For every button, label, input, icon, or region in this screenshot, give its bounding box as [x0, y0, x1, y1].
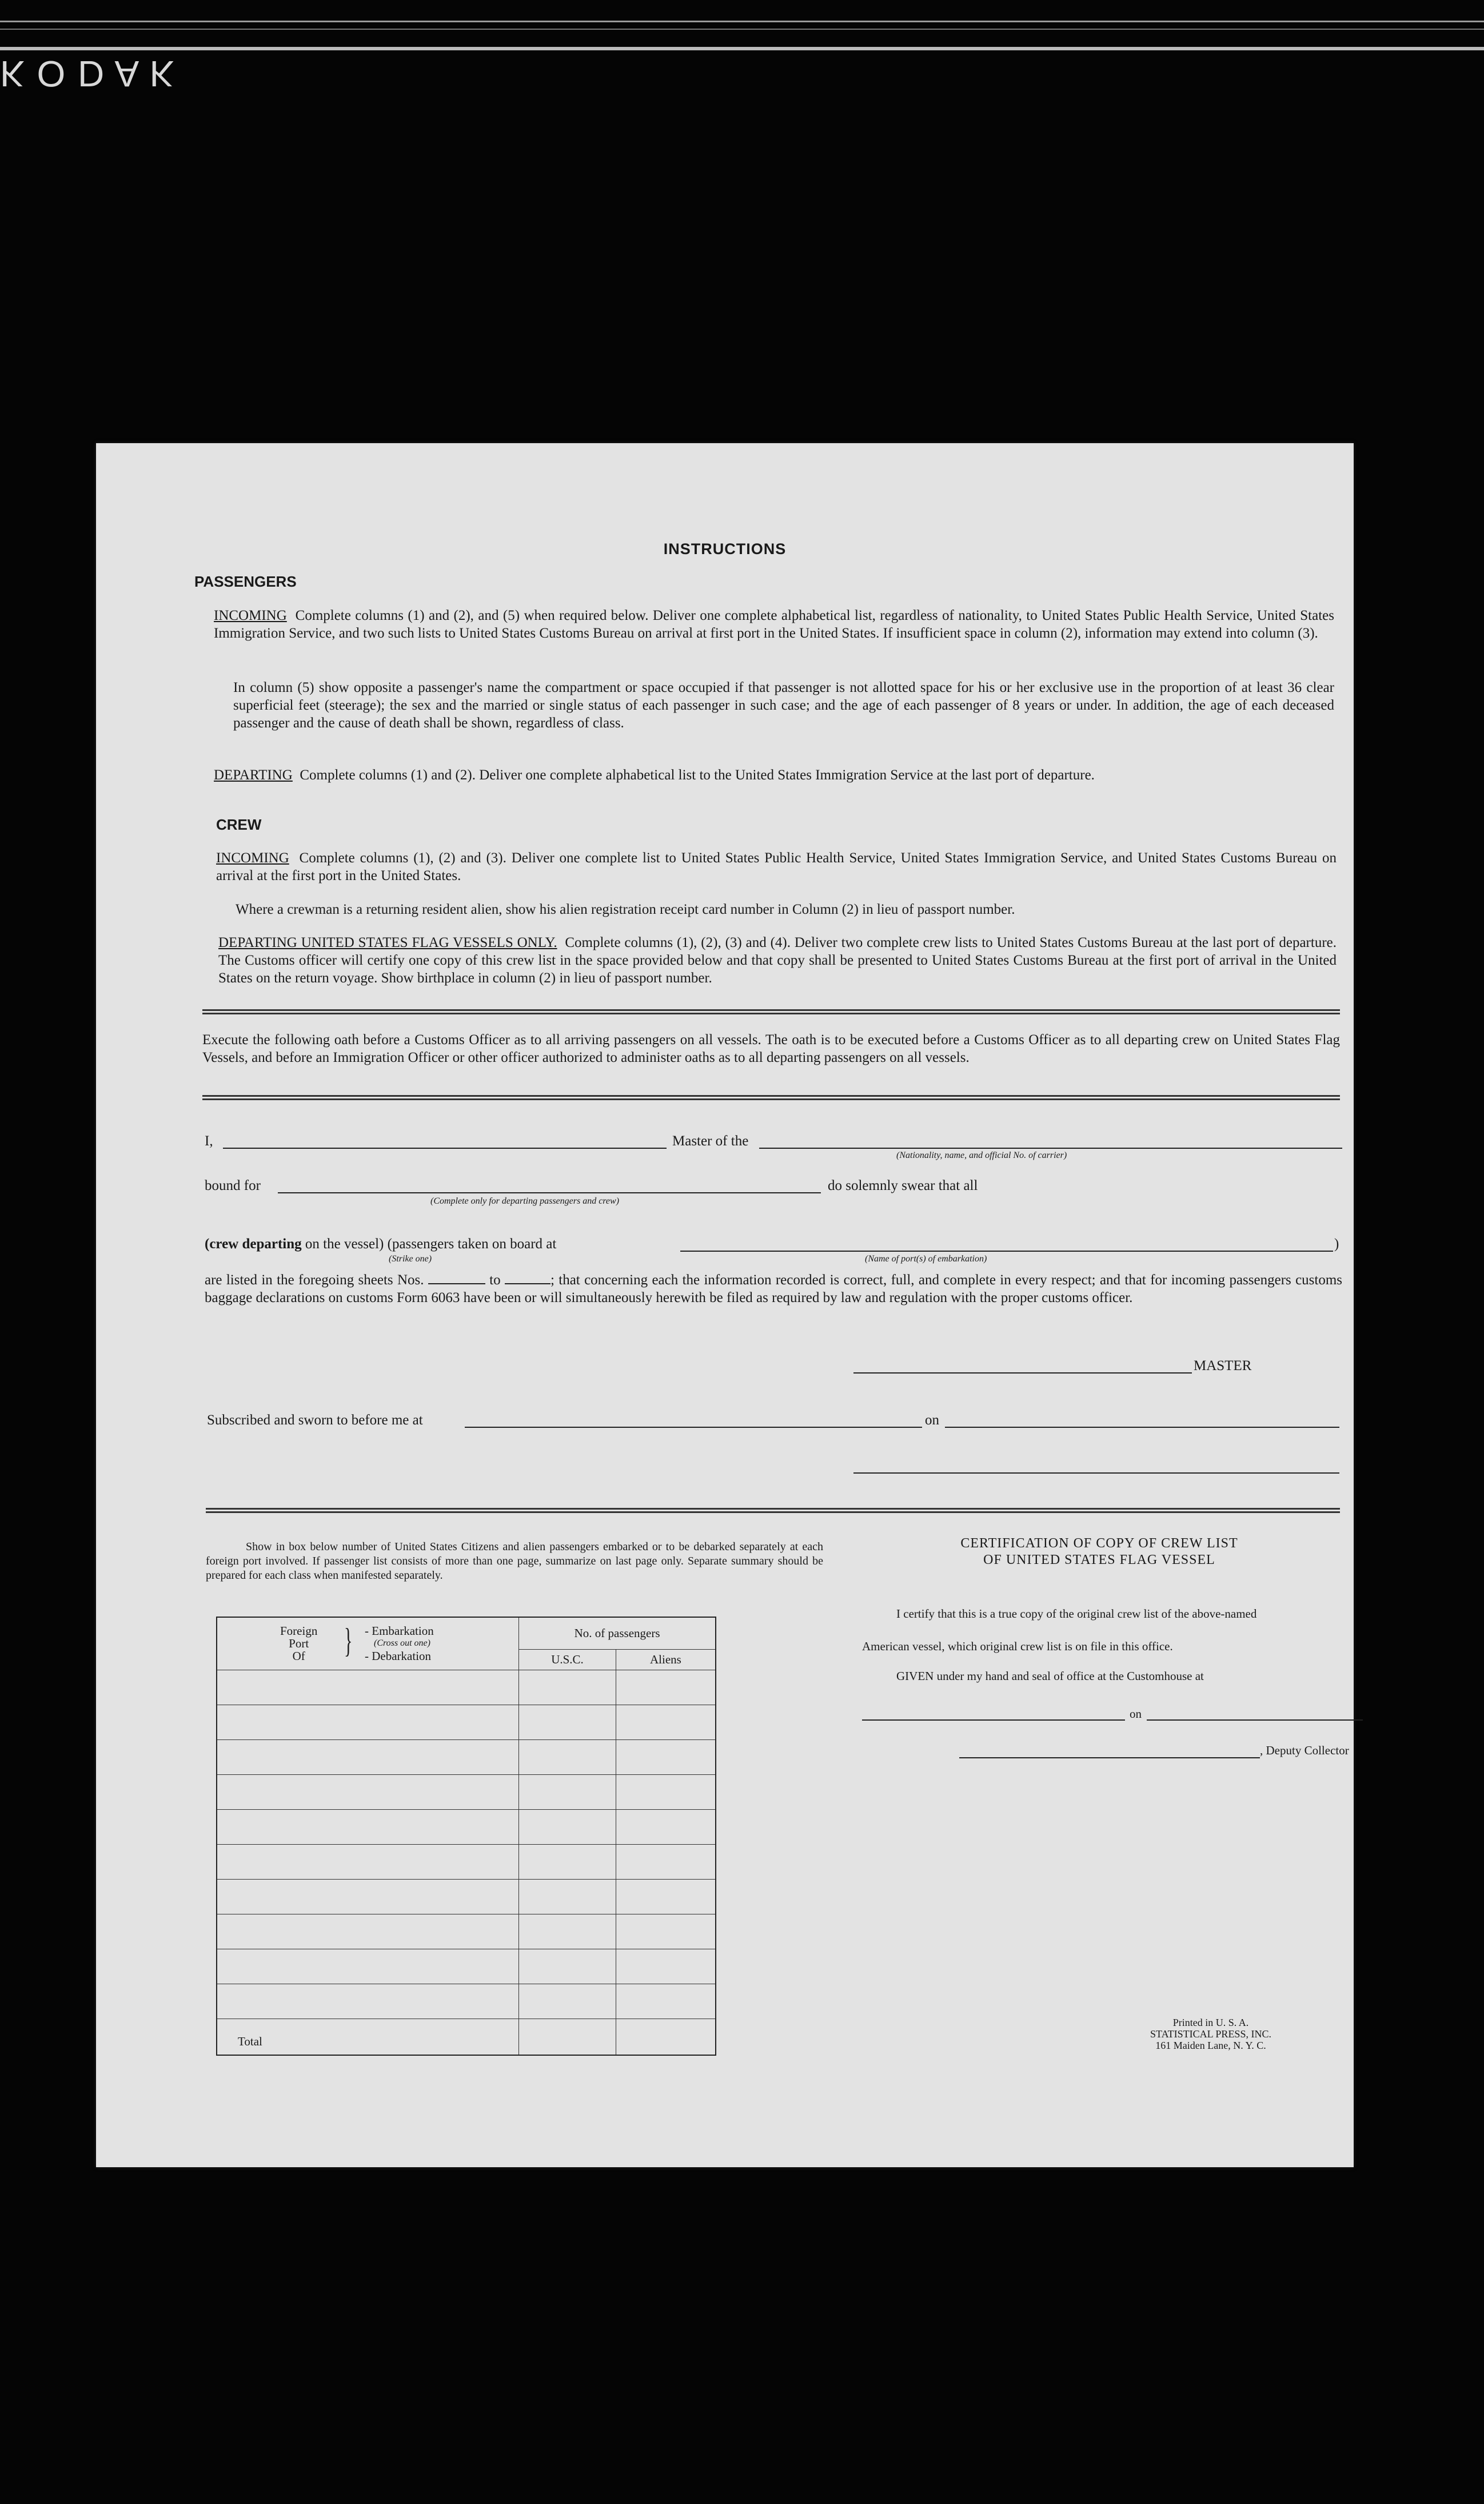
i-label: I, [205, 1133, 213, 1149]
crew-heading: CREW [216, 816, 262, 833]
crew-departing-label: (crew departing [205, 1236, 302, 1252]
crew-incoming-label: INCOMING [216, 850, 289, 866]
passenger-summary-table [216, 1617, 716, 2056]
crew-incoming-instruction [216, 849, 1337, 885]
crew-departing-line [205, 1235, 556, 1253]
aliens-cell[interactable] [616, 1914, 716, 1949]
aliens-header: Aliens [616, 1649, 716, 1670]
departing-label: DEPARTING [214, 767, 293, 783]
summary-row [217, 1879, 716, 1914]
summary-row [217, 1739, 716, 1774]
usc-cell[interactable] [519, 1949, 616, 1984]
film-edge [0, 0, 1484, 94]
departing-flag-text: Complete columns (1), (2), (3) and (4). Deliver two complete crew lists to United States Customs Bureau at the last port of departure. The Customs officer will certify one copy of this crew list in the space provided below and that copy shall be presented to United States Customs Bureau at the first port of arrival in the United States on the return voyage. Show birthplace in column (2) in lieu of passport number. [218, 935, 1337, 986]
sheet-from-field[interactable] [428, 1283, 485, 1284]
port-cell[interactable] [217, 1670, 519, 1705]
summary-row [217, 1844, 716, 1879]
on-vessel-label: on the vessel) [305, 1236, 384, 1252]
aliens-cell[interactable] [616, 1984, 716, 2019]
passengers-heading: PASSENGERS [194, 573, 297, 590]
printer-line2: STATISTICAL PRESS, INC. [1150, 2028, 1271, 2040]
passengers-departing-instruction [214, 766, 1334, 784]
port-cell[interactable] [217, 1705, 519, 1739]
deputy-signature-field[interactable] [959, 1757, 1260, 1758]
sheet-to-field[interactable] [505, 1283, 550, 1284]
aliens-cell[interactable] [616, 1879, 716, 1914]
certification-title [862, 1535, 1337, 1569]
aliens-cell[interactable] [616, 1844, 716, 1879]
usc-cell[interactable] [519, 1809, 616, 1844]
departing-flag-instruction [218, 934, 1337, 987]
embarkation-label: - Embarkation [365, 1624, 434, 1638]
usc-header: U.S.C. [519, 1649, 616, 1670]
summary-row [217, 1984, 716, 2019]
usc-cell[interactable] [519, 1984, 616, 2019]
printer-line1: Printed in U. S. A. [1172, 2017, 1249, 2028]
port-cell[interactable] [217, 1774, 519, 1809]
listed-statement [205, 1271, 1342, 1307]
certification-title-line2: OF UNITED STATES FLAG VESSEL [983, 1552, 1215, 1567]
aliens-cell[interactable] [616, 1670, 716, 1705]
usc-cell[interactable] [519, 1705, 616, 1739]
embarkation-ports-field[interactable] [680, 1251, 1333, 1252]
foreign-port-header [217, 1617, 519, 1670]
cert-date-field[interactable] [1147, 1719, 1363, 1721]
officer-signature-field[interactable] [853, 1472, 1339, 1474]
usc-cell[interactable] [519, 1739, 616, 1774]
port-cell[interactable] [217, 1844, 519, 1879]
customhouse-field[interactable] [862, 1719, 1125, 1721]
form-page [96, 443, 1354, 2167]
divider [206, 1508, 1340, 1513]
master-of-label: Master of the [672, 1133, 749, 1149]
swear-label: do solemnly swear that all [828, 1178, 978, 1193]
bound-for-label: bound for [205, 1178, 261, 1193]
deputy-collector-label: , Deputy Collector [1260, 1743, 1349, 1757]
departing-flag-label: DEPARTING UNITED STATES FLAG VESSELS ONLY. [218, 935, 557, 950]
aliens-cell[interactable] [616, 1739, 716, 1774]
summary-row [217, 1809, 716, 1844]
certify-text: I certify that this is a true copy of the original crew list of the above-named [896, 1607, 1257, 1621]
passengers-incoming-instruction [214, 607, 1334, 642]
port-cell[interactable] [217, 1949, 519, 1984]
total-usc-cell[interactable] [519, 2019, 616, 2055]
summary-row [217, 1774, 716, 1809]
port-label: Port [289, 1637, 309, 1650]
sworn-date-field[interactable] [945, 1427, 1339, 1428]
foreign-label: Foreign [280, 1624, 318, 1638]
listed-label: are listed in the foregoing sheets Nos. [205, 1272, 424, 1288]
brace-icon: } [344, 1622, 353, 1659]
strike-hint: (Strike one) [389, 1254, 432, 1264]
passengers-taken-label: (passengers taken on board at [387, 1236, 557, 1252]
bound-for-field[interactable] [278, 1192, 821, 1193]
of-label: Of [292, 1649, 305, 1663]
incoming-text: Complete columns (1) and (2), and (5) when required below. Deliver one complete alphabetical list, regardless of nationality, to United States Public Health Service, United States Immigration Service, and two such lists to United States Customs Bureau on arrival at first port in the United States. If insufficient space in column (2), information may extend into column (3). [214, 608, 1334, 641]
bound-hint: (Complete only for departing passengers and crew) [430, 1196, 620, 1206]
ports-hint: (Name of port(s) of embarkation) [865, 1254, 987, 1264]
port-cell[interactable] [217, 1984, 519, 2019]
master-name-field[interactable] [223, 1148, 667, 1149]
sworn-place-field[interactable] [465, 1427, 922, 1428]
summary-row [217, 1705, 716, 1739]
port-cell[interactable] [217, 1809, 519, 1844]
column5-instruction: In column (5) show opposite a passenger's name the compartment or space occupied if that passenger is not allotted space for his or her exclusive use in the proportion of at least 36 clear superficial feet (steerage); the sex and the married or single status of each passenger in such case; and the age of each passenger of 8 years or under. In addition, the age of each deceased passenger and the cause of death shall be shown, regardless of class. [233, 680, 1334, 731]
aliens-cell[interactable] [616, 1809, 716, 1844]
summary-instruction: Show in box below number of United States Citizens and alien passengers embarked or to be debarked separately at each foreign port involved. If passenger list consists of more than one page, summarize on last page only. Separate summary should be prepared for each class when manifested separately. [206, 1540, 823, 1582]
aliens-cell[interactable] [616, 1949, 716, 1984]
summary-row [217, 1914, 716, 1949]
divider [202, 1009, 1340, 1014]
carrier-field[interactable] [759, 1148, 1342, 1149]
usc-cell[interactable] [519, 1670, 616, 1705]
divider [202, 1095, 1340, 1100]
crewman-instruction: Where a crewman is a returning resident alien, show his alien registration receipt card number in Column (2) in lieu of passport number. [236, 902, 1015, 917]
usc-cell[interactable] [519, 1774, 616, 1809]
aliens-cell[interactable] [616, 1705, 716, 1739]
port-cell[interactable] [217, 1914, 519, 1949]
listed-text: ; that concerning each the information recorded is correct, full, and complete in every respect; and that for incoming passengers customs baggage declarations on customs Form 6063 have been or will simultaneously herewith be filed as required by law and regulation with the proper customs officer. [205, 1272, 1343, 1305]
no-of-passengers-header: No. of passengers [519, 1617, 716, 1649]
usc-cell[interactable] [519, 1914, 616, 1949]
master-label: MASTER [1194, 1358, 1252, 1374]
aliens-cell[interactable] [616, 1774, 716, 1809]
port-cell[interactable] [217, 1879, 519, 1914]
usc-cell[interactable] [519, 1844, 616, 1879]
total-aliens-cell[interactable] [616, 2019, 716, 2055]
crew-incoming-text: Complete columns (1), (2) and (3). Deliver one complete list to United States Public Health Service, United States Immigration Service, and United States Customs Bureau on arrival at the first port in the United States. [216, 850, 1337, 883]
oath-execute-text: Execute the following oath before a Customs Officer as to all arriving passengers on all vessels. The oath is to be executed before a Customs Officer as to all departing crew on United States Flag Vessels, and before an Immigration Officer or other officer authorized to administer oaths as to all departing passengers on all vessels. [202, 1032, 1340, 1065]
certification-title-line1: CERTIFICATION OF COPY OF CREW LIST [960, 1536, 1238, 1551]
incoming-label: INCOMING [214, 608, 287, 623]
close-paren: ) [1334, 1236, 1339, 1252]
departing-text: Complete columns (1) and (2). Deliver one complete alphabetical list to the United States Immigration Service at the last port of departure. [300, 767, 1095, 783]
port-cell[interactable] [217, 1739, 519, 1774]
summary-row [217, 1949, 716, 1984]
american-vessel-text: American vessel, which original crew list is on file in this office. [862, 1639, 1173, 1653]
subscribed-label: Subscribed and sworn to before me at [207, 1412, 423, 1428]
master-signature-field[interactable] [853, 1372, 1192, 1374]
cert-on-label: on [1130, 1707, 1142, 1721]
printer-line3: 161 Maiden Lane, N. Y. C. [1155, 2040, 1266, 2051]
instructions-title: INSTRUCTIONS [663, 540, 787, 558]
summary-row [217, 1670, 716, 1705]
kodak-edge-text: K O D A K [0, 53, 175, 94]
usc-cell[interactable] [519, 1879, 616, 1914]
to-label: to [489, 1272, 501, 1288]
nationality-hint: (Nationality, name, and official No. of carrier) [896, 1151, 1067, 1160]
printer-imprint [1108, 2017, 1314, 2051]
sworn-on-label: on [925, 1412, 939, 1428]
total-label: Total [217, 2019, 519, 2055]
given-text: GIVEN under my hand and seal of office at the Customhouse at [896, 1669, 1204, 1683]
cross-out-hint: (Cross out one) [374, 1638, 430, 1648]
debarkation-label: - Debarkation [365, 1649, 432, 1663]
